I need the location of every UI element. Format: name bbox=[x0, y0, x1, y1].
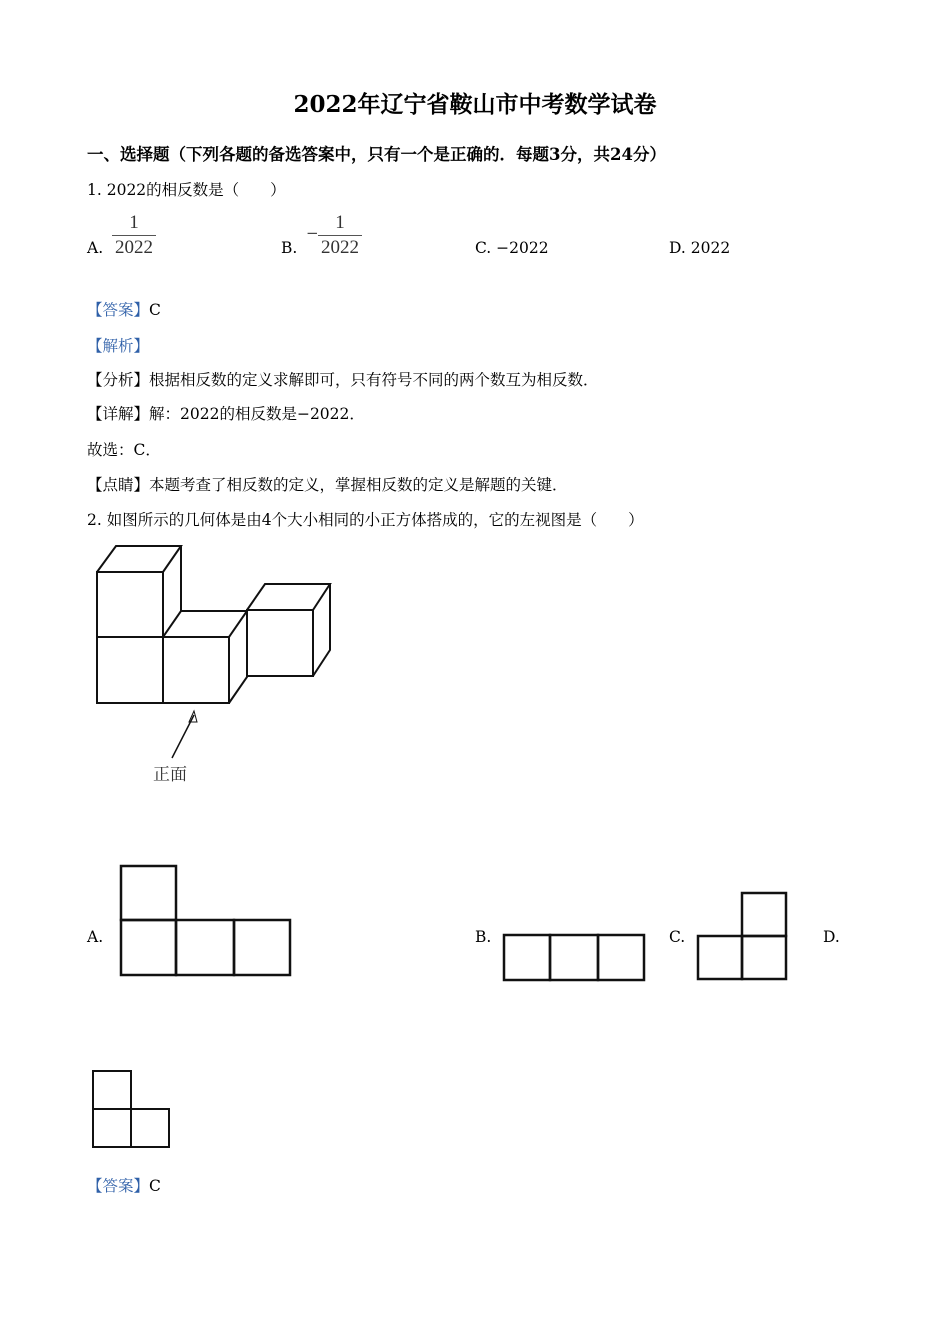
answer-value: C bbox=[149, 1177, 161, 1195]
q2-option-a-label: A. bbox=[87, 928, 104, 946]
q2-option-d-label: D. bbox=[823, 928, 840, 946]
page-title: 2022年辽宁省鞍山市中考数学试卷 bbox=[293, 91, 657, 118]
analysis-tag: 【解析】 bbox=[87, 337, 150, 355]
front-label: 正面 bbox=[153, 765, 187, 785]
q2-option-b-label: B. bbox=[475, 928, 492, 946]
choice-line: 故选：C． bbox=[87, 441, 161, 459]
option-a-label: A. bbox=[87, 239, 104, 257]
answer-tag: 【答案】 bbox=[87, 1177, 150, 1195]
option-a-denominator: 2022 bbox=[115, 237, 153, 258]
fenxi-tag: 【分析】 bbox=[87, 371, 150, 389]
dianjing-tag: 【点睛】 bbox=[87, 476, 150, 494]
option-c: C. −2022 bbox=[475, 239, 549, 257]
xiangjie-tag: 【详解】 bbox=[87, 405, 150, 423]
answer-value: C bbox=[149, 301, 161, 319]
option-b-denominator: 2022 bbox=[321, 237, 359, 258]
option-b-numerator: 1 bbox=[335, 212, 345, 233]
option-b-minus-sign: − bbox=[306, 224, 319, 242]
fenxi-text: 根据相反数的定义求解即可，只有符号不同的两个数互为相反数． bbox=[149, 371, 599, 389]
answer-2 bbox=[87, 1174, 161, 1196]
option-a-numerator: 1 bbox=[129, 212, 139, 233]
option-b-label: B. bbox=[281, 239, 298, 257]
q2-option-c-label: C. bbox=[669, 928, 686, 946]
question-1-stem: 1. 2022的相反数是（ ） bbox=[87, 181, 286, 199]
xiangjie-text: 解：2022的相反数是−2022． bbox=[149, 405, 365, 423]
option-d: D. 2022 bbox=[669, 239, 731, 257]
section-heading: 一、选择题（下列各题的备选答案中，只有一个是正确的．每题3分，共24分） bbox=[87, 145, 666, 164]
dianjing-text: 本题考查了相反数的定义，掌握相反数的定义是解题的关键． bbox=[149, 476, 568, 494]
answer-tag: 【答案】 bbox=[87, 301, 150, 319]
question-2-stem: 2. 如图所示的几何体是由4个大小相同的小正方体搭成的，它的左视图是（ ） bbox=[87, 511, 644, 529]
